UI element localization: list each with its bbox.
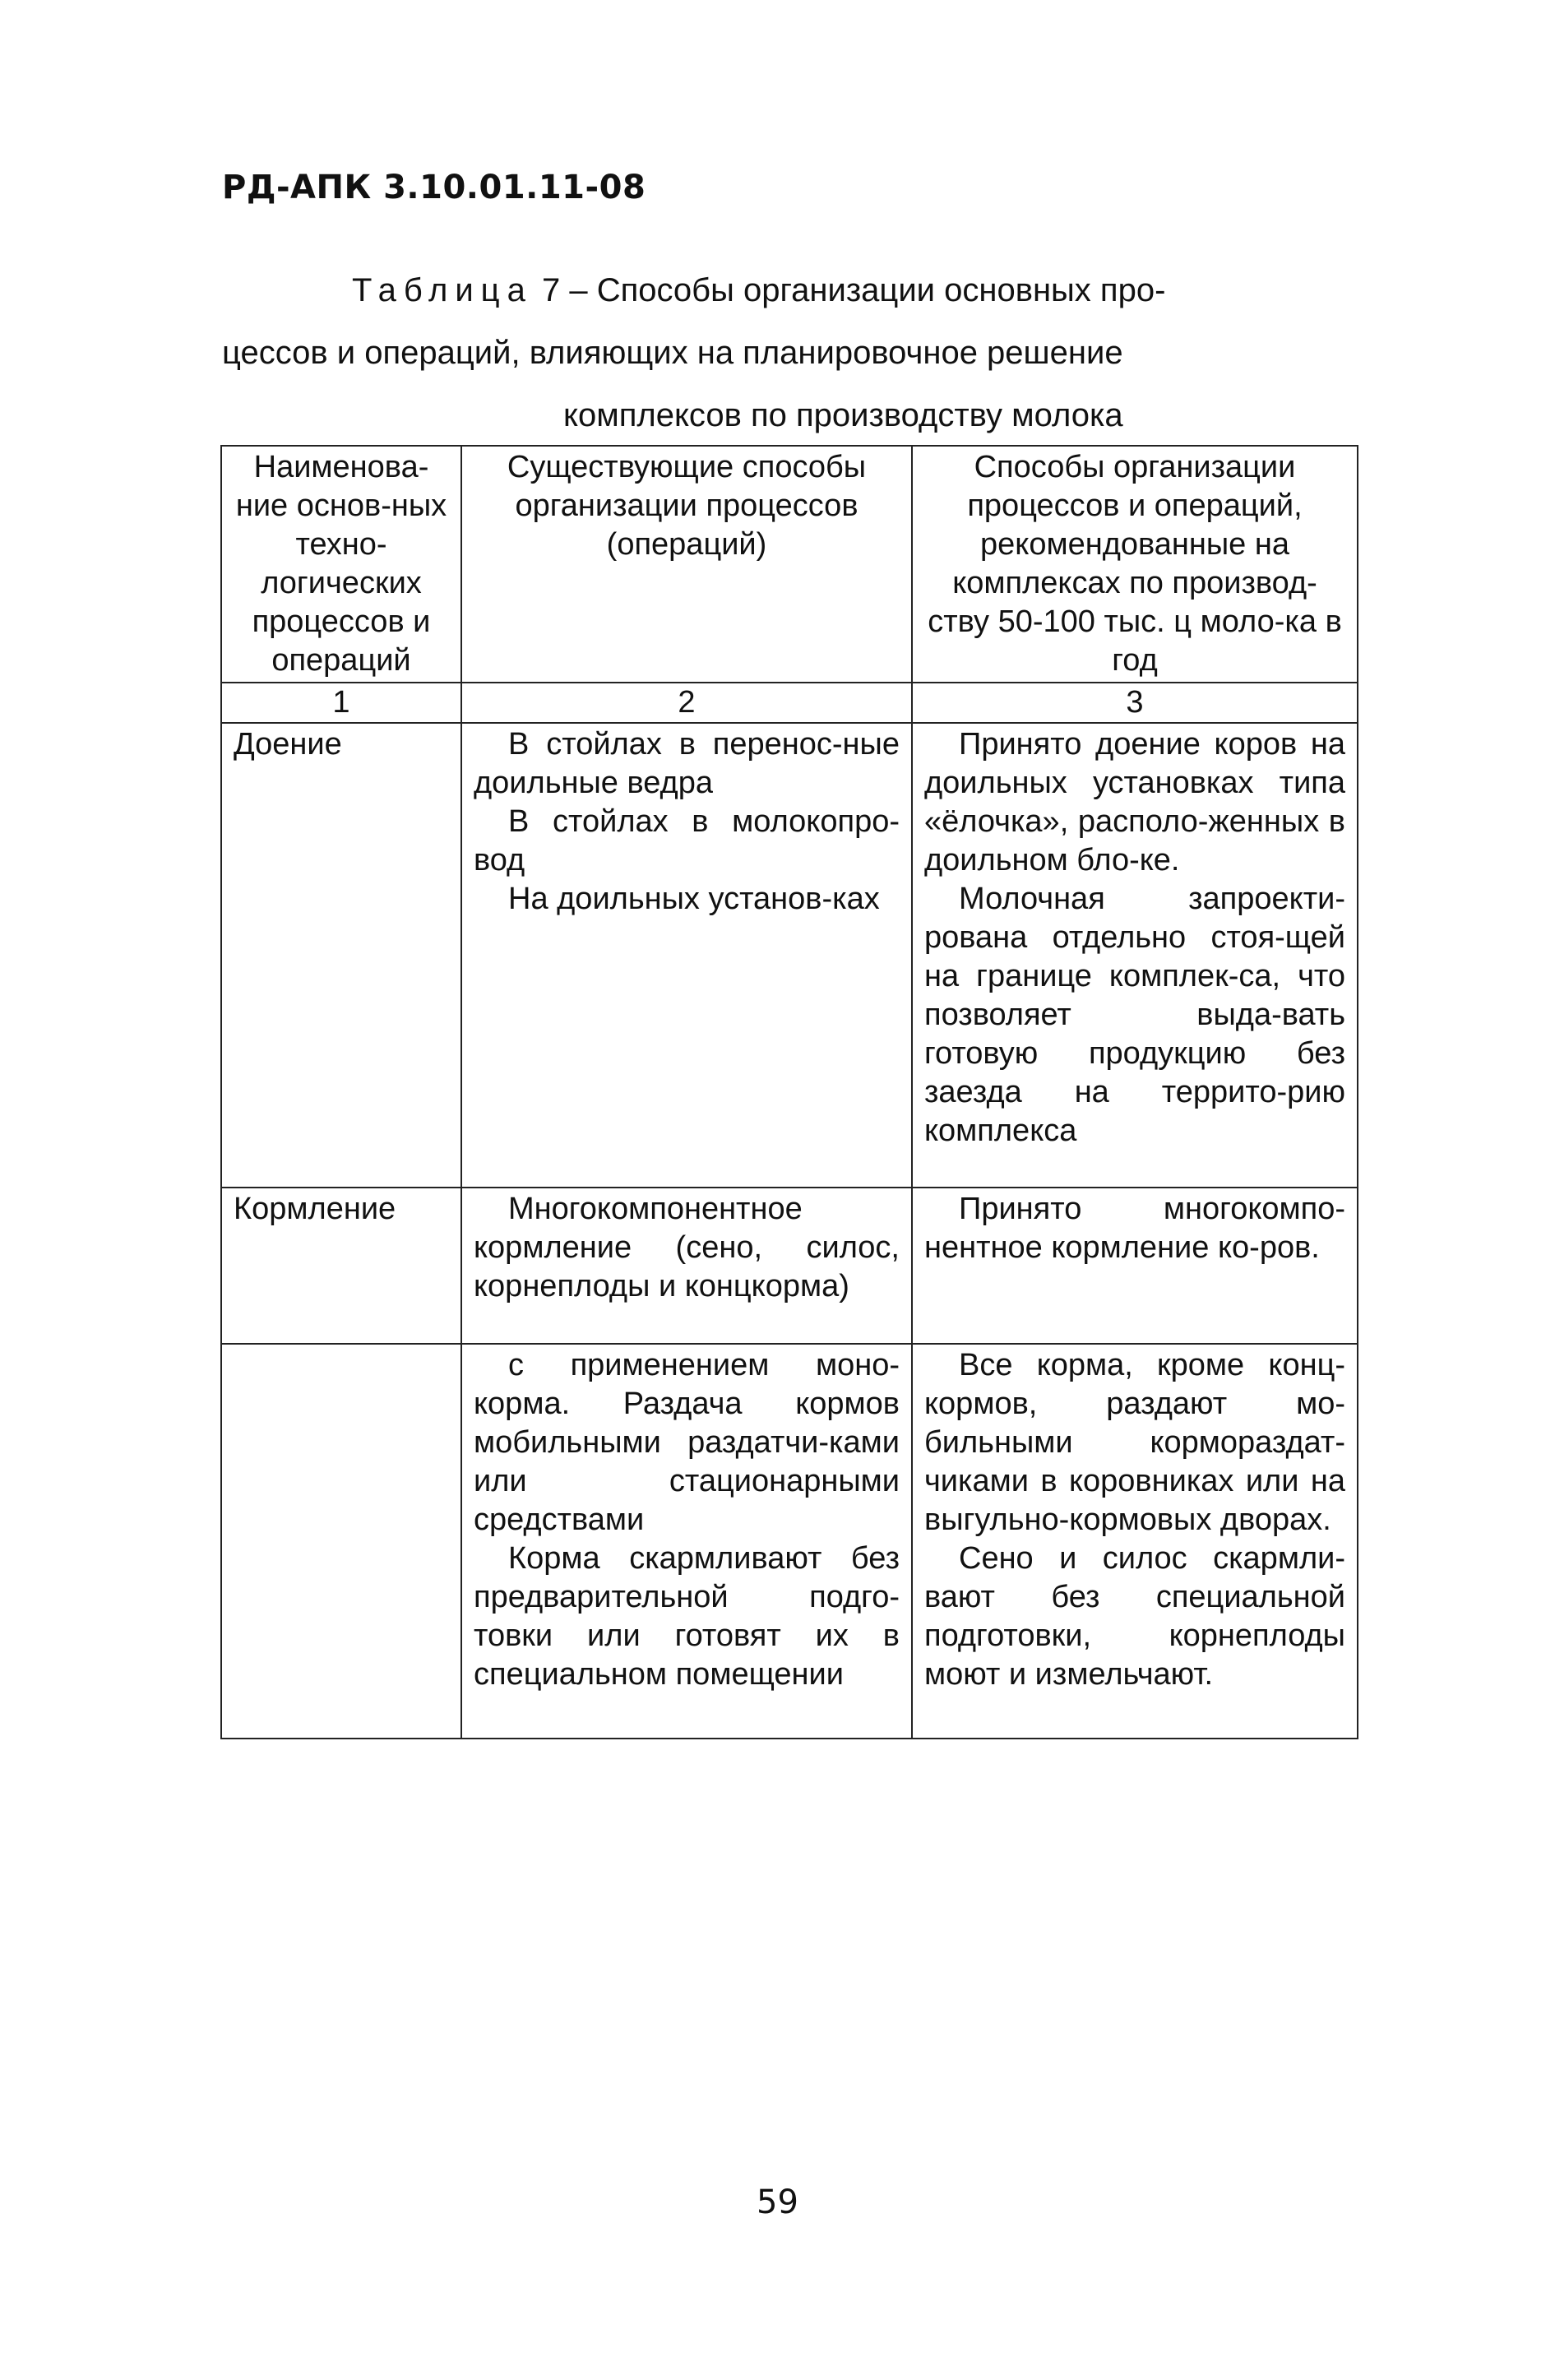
column-number: 1	[221, 683, 461, 723]
column-number: 2	[461, 683, 912, 723]
cell-paragraph: В стойлах в перенос-ные доильные ведра	[474, 727, 900, 800]
header-existing-methods: Существующие способы организации процессов (операций)	[461, 446, 912, 683]
table-caption-title-start: 7 – Способы организации основных про-	[541, 272, 1166, 308]
cell-paragraph: Корма скармливают без предварительной подго-товки или готовят их в специальном помещении	[474, 1541, 900, 1692]
cell-paragraph: Принято многокомпо-нентное кормление ко-ров.	[924, 1192, 1345, 1265]
cell-paragraph: Молочная запроекти-рована отдельно стоя-щей на границе комплек-са, что позволяет выда-вать готовую продукцию без заезда на террито-рию комплекса	[924, 882, 1345, 1148]
column-number-row	[221, 683, 1358, 723]
cell-paragraph: Все корма, кроме конц-кормов, раздают мо-бильными кормораздат-чиками в коровниках или на выгульно-кормовых дворах.	[924, 1348, 1345, 1537]
cell-paragraph: Принято доение коров на доильных установках типа «ёлочка», располо-женных в доильном бло-ке.	[924, 727, 1345, 877]
cell-paragraph: с применением моно-корма. Раздача кормов мобильными раздатчи-ками или стационарными средствами	[474, 1348, 900, 1537]
table-row	[221, 723, 1358, 1188]
cell-paragraph: На доильных установ-ках	[508, 882, 880, 916]
table-caption-line-1	[222, 259, 1357, 322]
recommended-methods-cell	[912, 1344, 1358, 1739]
process-name-cell: Доение	[221, 723, 461, 1188]
table-caption-line-2: цессов и операций, влияющих на планировочное решение	[222, 335, 1123, 371]
cell-paragraph: Сено и силос скармли-вают без специальной подготовки, корнеплоды моют и измельчают.	[924, 1541, 1345, 1692]
page-number: 59	[757, 2183, 798, 2221]
document-code: РД-АПК 3.10.01.11-08	[222, 169, 646, 206]
recommended-methods-cell	[912, 1188, 1358, 1344]
cell-paragraph: В стойлах в молокопро-вод	[474, 804, 900, 877]
header-process-name: Наименова-ние основ-ных техно-логических процессов и операций	[221, 446, 461, 683]
table-row	[221, 1344, 1358, 1739]
process-name-cell	[221, 1344, 461, 1739]
processes-table	[220, 445, 1358, 1739]
column-number: 3	[912, 683, 1358, 723]
table-row	[221, 1188, 1358, 1344]
header-recommended-methods: Способы организации процессов и операций, рекомендованные на комплексах по производ-ству 50-100 тыс. ц моло-ка в год	[912, 446, 1358, 683]
table-caption-line-3: комплексов по производству молока	[563, 397, 1123, 433]
table-header-row	[221, 446, 1358, 683]
table-caption-label: Таблица	[352, 272, 533, 308]
recommended-methods-cell	[912, 723, 1358, 1188]
existing-methods-cell	[461, 1344, 912, 1739]
existing-methods-cell	[461, 723, 912, 1188]
cell-paragraph: Многокомпонентное кормление (сено, силос, корнеплоды и концкорма)	[474, 1192, 900, 1303]
existing-methods-cell	[461, 1188, 912, 1344]
process-name-cell: Кормление	[221, 1188, 461, 1344]
